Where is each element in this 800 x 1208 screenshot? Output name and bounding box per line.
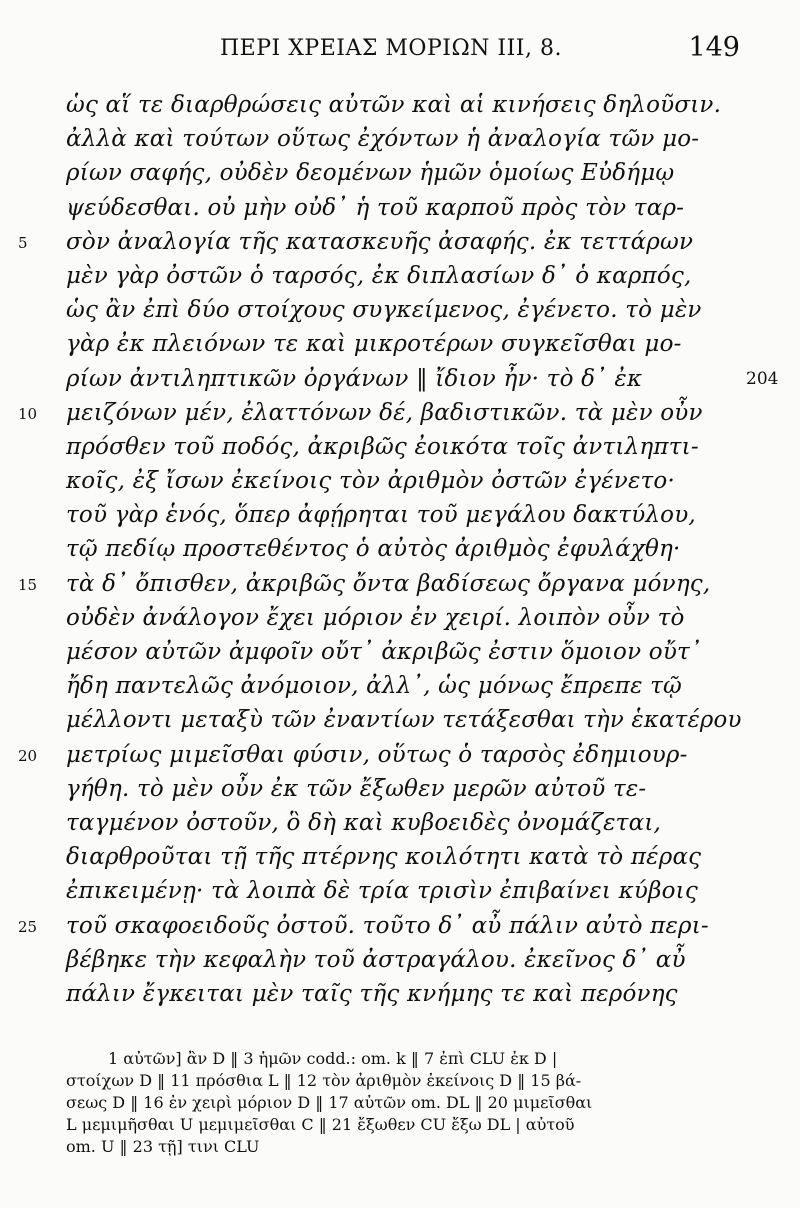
line-text: μέλλοντι μεταξὺ τῶν ἐναντίων τετάξεσθαι τὴν ἑκατέρου (66, 707, 742, 734)
line-text: διαρθροῦται τῇ τῆς πτέρνης κοιλότητι κατὰ τὸ πέρας (66, 844, 702, 871)
line-text: γὰρ ἐκ πλειόνων τε καὶ μικροτέρων συγκεῖσθαι μο- (66, 331, 682, 358)
line-text: κοῖς, ἐξ ἴσων ἐκείνοις τὸν ἀριθμὸν ὀστῶν ἐγένετο· (66, 468, 675, 495)
line-text: ψεύδεσθαι. οὐ μὴν οὐδ᾽ ἡ τοῦ καρποῦ πρὸς τὸν ταρ- (66, 194, 685, 221)
line-text: τὰ δ᾽ ὄπισθεν, ἀκριβῶς ὄντα βαδίσεως ὄργανα μόνης, (66, 570, 711, 597)
line-number: 10 (18, 404, 38, 423)
line-text: ἐπικειμένῃ· τὰ λοιπὰ δὲ τρία τρισὶν ἐπιβαίνει κύβοις (66, 878, 698, 905)
line-number: 15 (18, 575, 38, 594)
footnote-line: στοίχων D ‖ 11 πρόσθια L ‖ 12 τὸν ἀριθμὸν ἐκείνοις D ‖ 15 βά- (66, 1071, 582, 1090)
line-text: μέσον αὐτῶν ἀμφοῖν οὔτ᾽ ἀκριβῶς ἐστιν ὅμοιον οὔτ᾽ (66, 639, 702, 665)
text-line (0, 191, 800, 225)
line-text: ἤδη παντελῶς ἀνόμοιον, ἀλλ᾽, ὡς μόνως ἔπρεπε τῷ (66, 673, 683, 700)
line-number: 5 (18, 233, 28, 252)
line-text: σὸν ἀναλογία τῆς κατασκευῆς ἀσαφής. ἐκ τεττάρων (66, 228, 694, 255)
text-line (0, 806, 800, 840)
line-text: ταγμένον ὀστοῦν, ὃ δὴ καὶ κυβοειδὲς ὀνομάζεται, (66, 809, 662, 836)
line-text: μειζόνων μέν, ἐλαττόνων δέ, βαδιστικῶν. τὰ μὲν οὖν (66, 399, 703, 426)
line-text: ὡς ἂν ἐπὶ δύο στοίχους συγκείμενος, ἐγένετο. τὸ μὲν (66, 297, 702, 324)
text-line (0, 874, 800, 908)
text-line (0, 498, 800, 532)
line-text: ρίων σαφής, οὐδὲν δεομένων ἡμῶν ὁμοίως Εὐδήμῳ (66, 160, 675, 187)
line-text: μετρίως μιμεῖσθαι φύσιν, οὕτως ὁ ταρσὸς ἐδημιουρ- (66, 741, 688, 768)
text-line (0, 635, 800, 669)
text-line (0, 703, 800, 737)
text-line (0, 840, 800, 874)
line-text: βέβηκε τὴν κεφαλὴν τοῦ ἀστραγάλου. ἐκεῖνος δ᾽ αὖ (66, 946, 686, 973)
margin-reference-number: 204 (746, 368, 779, 389)
text-line (0, 430, 800, 464)
line-text: τοῦ σκαφοειδοῦς ὀστοῦ. τοῦτο δ᾽ αὖ πάλιν αὐτὸ περι- (66, 912, 709, 939)
text-line (0, 601, 800, 635)
line-number: 20 (18, 746, 38, 765)
line-number: 25 (18, 917, 38, 936)
line-text: ρίων ἀντιληπτικῶν ὀργάνων ‖ ἴδιον ἦν· τὸ δ᾽ ἐκ (66, 365, 643, 392)
text-line (0, 977, 800, 1011)
line-text: οὐδὲν ἀνάλογον ἔχει μόριον ἐν χειρί. λοιπὸν οὖν τὸ (66, 604, 685, 631)
main-text (0, 88, 800, 1011)
text-line (0, 909, 800, 943)
line-text: τῷ πεδίῳ προστεθέντος ὁ αὐτὸς ἀριθμὸς ἐφυλάχθη· (66, 536, 681, 563)
text-line (0, 327, 800, 361)
text-line (0, 156, 800, 190)
text-line (0, 396, 800, 430)
line-text: μὲν γὰρ ὀστῶν ὁ ταρσός, ἐκ διπλασίων δ᾽ ὁ καρπός, (66, 262, 692, 289)
text-line (0, 362, 800, 396)
text-line (0, 738, 800, 772)
line-text: ἀλλὰ καὶ τούτων οὕτως ἐχόντων ἡ ἀναλογία τῶν μο- (66, 126, 700, 153)
text-line (0, 532, 800, 566)
footnote-line: σεως D ‖ 16 ἐν χειρὶ μόριον D ‖ 17 αὐτῶν om. DL ‖ 20 μιμεῖσθαι (66, 1093, 593, 1112)
page-number: 149 (688, 32, 740, 63)
text-line (0, 464, 800, 498)
text-line (0, 225, 800, 259)
text-line (0, 943, 800, 977)
critical-apparatus (66, 1048, 746, 1158)
footnote-line: L μεμιμῆσθαι U μεμιμεῖσθαι C ‖ 21 ἔξωθεν CU ἔξω DL | αὐτοῦ (66, 1115, 575, 1134)
text-line (0, 567, 800, 601)
text-line (0, 293, 800, 327)
line-text: πρόσθεν τοῦ ποδός, ἀκριβῶς ἐοικότα τοῖς ἀντιληπτι- (66, 433, 699, 460)
line-text: γήθη. τὸ μὲν οὖν ἐκ τῶν ἔξωθεν μερῶν αὐτοῦ τε- (66, 775, 647, 802)
footnote-line: om. U ‖ 23 τῇ] τινι CLU (66, 1137, 260, 1156)
text-line (0, 88, 800, 122)
footnote-line: 1 αὐτῶν] ἂν D ‖ 3 ἡμῶν codd.: om. k ‖ 7 ἐπὶ CLU ἐκ D | (108, 1049, 558, 1068)
text-line (0, 122, 800, 156)
text-line (0, 669, 800, 703)
line-text: τοῦ γὰρ ἑνός, ὅπερ ἀφῄρηται τοῦ μεγάλου δακτύλου, (66, 502, 696, 529)
page-header (60, 32, 740, 72)
line-text: ὡς αἵ τε διαρθρώσεις αὐτῶν καὶ αἱ κινήσεις δηλοῦσιν. (66, 92, 722, 118)
running-title: ΠΕΡΙ ΧΡΕΙΑΣ ΜΟΡΙΩΝ ΙΙΙ, 8. (220, 36, 562, 61)
text-line (0, 772, 800, 806)
line-text: πάλιν ἔγκειται μὲν ταῖς τῆς κνήμης τε καὶ περόνης (66, 980, 678, 1007)
text-line (0, 259, 800, 293)
